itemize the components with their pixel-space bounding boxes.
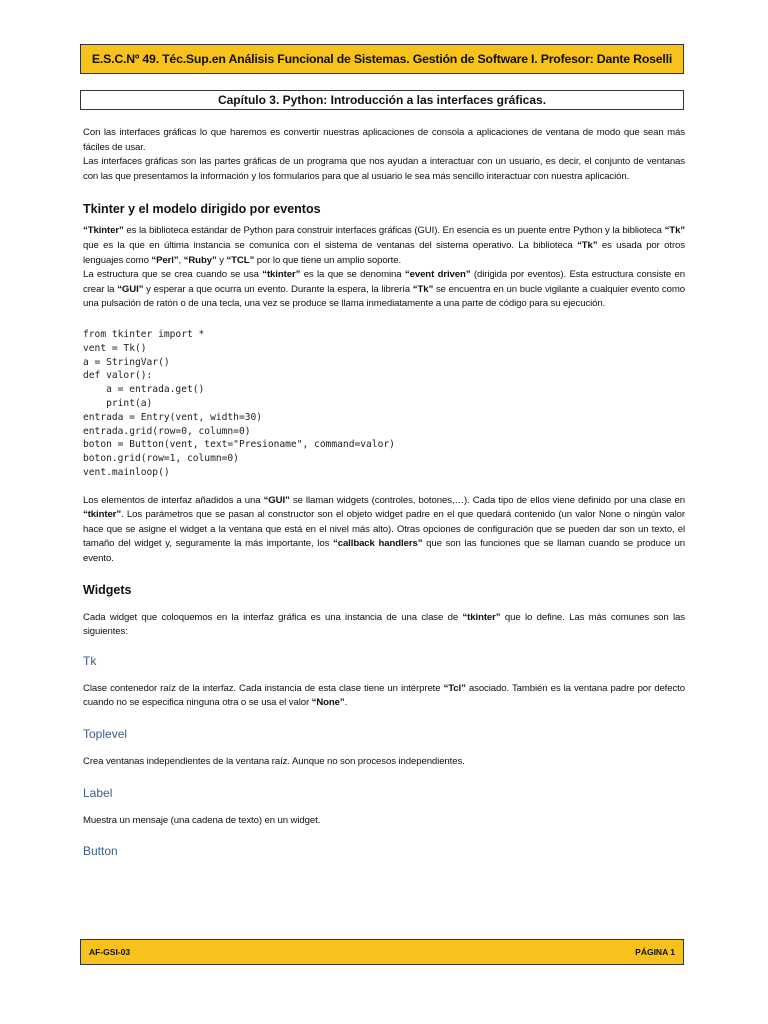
tkinter-paragraph-1: “Tkinter” es la biblioteca estándar de Python para construir interfaces gráficas (GUI). En esencia es un puente entre Python y la biblioteca “Tk” que es la que en última instancia se comunica con el sistema de ventanas del sistema operativo. La biblioteca “Tk” es usada por otros lenguajes como “Perl”, “Ruby” y “TCL” por lo que tiene un amplio soporte.	[83, 225, 685, 266]
footer-code: AF-GSI-03	[89, 947, 131, 957]
tk-paragraph: Clase contenedor raíz de la interfaz. Cada instancia de esta clase tiene un intérprete “Tcl” asociado. También es la ventana padre por defecto cuando no se especifica ninguna otra o se usa el valor “None”.	[83, 682, 685, 709]
header-title: E.S.C.Nº 49. Téc.Sup.en Análisis Funcional de Sistemas. Gestión de Software I. Profesor: Dante Roselli	[91, 52, 673, 66]
intro-paragraph-2: Las interfaces gráficas son las partes gráficas de un programa que nos ayudan a interactuar con un usuario, es decir, el conjunto de ventanas con las que presentamos la información y los formularios para que al usuario le sea más sencillo interactuar con nuestra aplicación.	[83, 156, 685, 182]
intro-paragraph-1: Con las interfaces gráficas lo que haremos es convertir nuestras aplicaciones de consola a aplicaciones de ventana de modo que sean más fáciles de usar.	[83, 127, 685, 153]
toplevel-heading: Toplevel	[83, 727, 128, 742]
widgets-heading: Widgets	[83, 582, 132, 597]
document-body	[83, 126, 685, 858]
chapter-title: Capítulo 3. Python: Introducción a las interfaces gráficas.	[217, 93, 547, 107]
tk-heading: Tk	[83, 653, 97, 668]
code-block: from tkinter import * vent = Tk() a = StringVar() def valor(): a = entrada.get() print(a) entrada = Entry(vent, width=30) entrada.grid(row=0, column=0) boton = Button(vent, text="Presioname", command=valor) boton.grid(row=1, column=0) vent.mainloop()	[83, 328, 395, 478]
widgets-paragraph: Cada widget que coloquemos en la interfaz gráfica es una instancia de una clase de “tkinter” que lo define. Las más comunes son las siguientes:	[83, 611, 685, 638]
tkinter-heading: Tkinter y el modelo dirigido por eventos	[83, 202, 321, 217]
button-heading: Button	[83, 844, 118, 859]
tkinter-paragraph-2: La estructura que se crea cuando se usa “tkinter” es la que se denomina “event driven” (dirigida por eventos). Esta estructura consiste en crear la “GUI” y esperar a que ocurra un evento. Durante la espera, la librería “Tk” se encuentra en un bucle vigilante a cualquier evento como una pulsación de ratón o de una tecla, una vez se produce se llama inmediatamente a una parte de código para su ejecución.	[83, 269, 685, 310]
footer-page-number: PÁGINA 1	[635, 947, 675, 957]
label-heading: Label	[83, 785, 113, 800]
page-header	[80, 44, 684, 74]
label-paragraph: Muestra un mensaje (una cadena de texto) en un widget.	[83, 814, 321, 826]
chapter-title-box	[80, 90, 684, 110]
toplevel-paragraph: Crea ventanas independientes de la ventana raíz. Aunque no son procesos independientes.	[83, 756, 465, 768]
page-footer	[80, 939, 684, 965]
widgets-intro-paragraph: Los elementos de interfaz añadidos a una “GUI” se llaman widgets (controles, botones,…). Cada tipo de ellos viene definido por una clase en “tkinter”. Los parámetros que se pasan al constructor son el objeto widget padre en el que quedará contenido (un valor None o ningún valor hace que se asigne el widget a la ventana que está en el nivel más alto). Otras opciones de configuración que se pueden dar son un texto, el tamaño del widget y, seguramente la más importante, los “callback handlers” que son las funciones que se llaman cuando se produce un evento.	[83, 494, 685, 565]
